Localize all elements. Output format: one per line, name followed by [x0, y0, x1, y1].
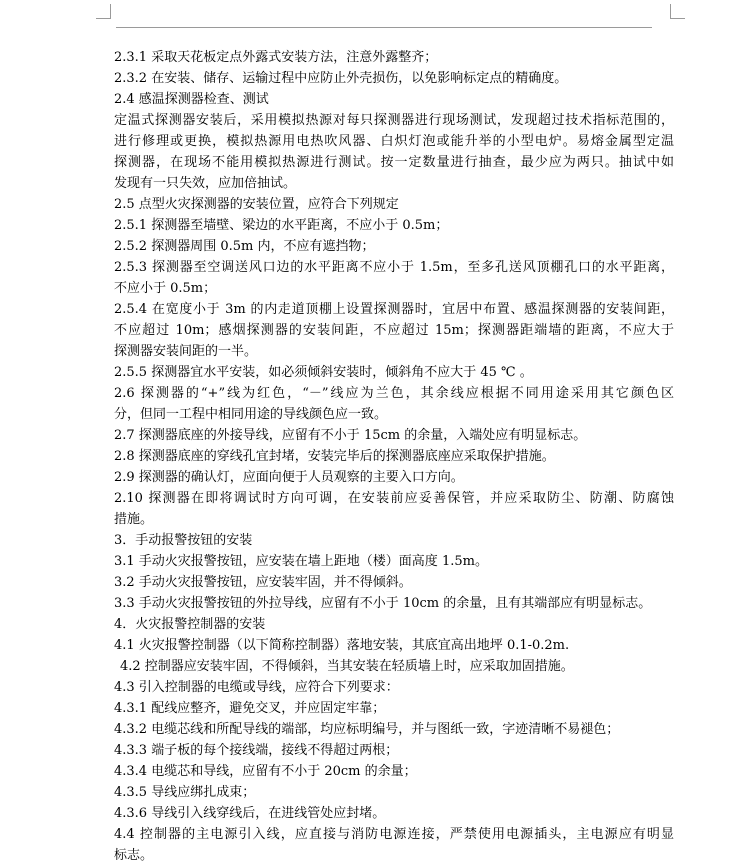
- text-line: 3.1 手动火灾报警按钮，应安装在墙上距地（楼）面高度 1.5m。: [114, 554, 488, 569]
- text-line: 4.3 引入控制器的电缆或导线，应符合下列要求：: [114, 680, 399, 695]
- text-line: 4.3.4 电缆芯和导线，应留有不小于 20cm 的余量；: [114, 764, 417, 779]
- header-rule: [116, 27, 652, 28]
- text-line: 进行修理或更换，模拟热源用电热吹风器、白炽灯泡或能升举的小型电炉。易熔金属型定温: [114, 134, 674, 149]
- text-line: 不应小于 0.5m；: [114, 281, 217, 296]
- text-line: 2.4 感温探测器检查、测试: [114, 92, 269, 107]
- text-line: 分，但同一工程中相同用途的导线颜色应一致。: [114, 407, 388, 422]
- document-body: [114, 47, 674, 866]
- text-line: 4.3.3 端子板的每个接线端，接线不得超过两根；: [114, 743, 399, 758]
- page-corner-mark-top-left: [96, 4, 111, 19]
- text-line: 不应超过 10m；感烟探测器的安装间距，不应超过 15m；探测器距端墙的距离，不应大于: [114, 323, 674, 338]
- text-line: 2.9 探测器的确认灯，应面向便于人员观察的主要入口方向。: [114, 470, 464, 485]
- text-line: 4.3.2 电缆芯线和所配导线的端部，均应标明编号，并与图纸一致，字迹清晰不易褪色；: [114, 722, 620, 737]
- text-line: 探测器，在现场不能用模拟热源进行测试。按一定数量进行抽查，最少应为两只。抽试中如: [114, 155, 674, 170]
- text-line: 3.2 手动火灾报警按钮，应安装牢固，并不得倾斜。: [114, 575, 412, 590]
- text-line: 4.4 控制器的主电源引入线，应直接与消防电源连接，严禁使用电源插头，主电源应有明显: [114, 827, 674, 842]
- text-line: 2.3.2 在安装、储存、运输过程中应防止外壳损伤，以免影响标定点的精确度。: [114, 71, 568, 86]
- text-line: 2.7 探测器底座的外接导线，应留有不小于 15cm 的余量，入端处应有明显标志。: [114, 428, 587, 443]
- text-line: 发现有一只失效，应加倍抽试。: [114, 176, 297, 191]
- text-line: 标志。: [114, 848, 154, 863]
- page-corner-mark-top-right: [670, 4, 685, 19]
- text-line: 2.5.3 探测器至空调送风口边的水平距离不应小于 1.5m，至多孔送风顶棚孔口的水平距离，: [114, 260, 674, 275]
- text-line: 2.5.2 探测器周围 0.5m 内，不应有遮挡物；: [114, 239, 375, 254]
- text-line: 3.3 手动火灾报警按钮的外拉导线，应留有不小于 10cm 的余量，且有其端部应有明显标志。: [114, 596, 652, 611]
- text-line: 2.10 探测器在即将调试时方向可调，在安装前应妥善保管，并应采取防尘、防潮、防腐蚀: [114, 491, 674, 506]
- text-line: 4．火灾报警控制器的安装: [114, 617, 266, 632]
- text-line: 2.5.1 探测器至墙壁、梁边的水平距离，不应小于 0.5m；: [114, 218, 449, 233]
- text-line: 2.5.4 在宽度小于 3m 的内走道顶棚上设置探测器时，宜居中布置、感温探测器的安装间距，: [114, 302, 674, 317]
- text-line: 2.6 探测器的“+”线为红色，“－”线应为兰色，其余线应根据不同用途采用其它颜色区: [114, 386, 674, 401]
- text-line: 2.5.5 探测器宜水平安装，如必须倾斜安装时，倾斜角不应大于 45 ℃ 。: [114, 365, 533, 380]
- text-line: 4.3.5 导线应绑扎成束；: [114, 785, 256, 800]
- text-line: 4.2 控制器应安装牢固，不得倾斜，当其安装在轻质墙上时，应采取加固措施。: [120, 659, 574, 674]
- text-line: 4.1 火灾报警控制器（以下简称控制器）落地安装，其底宜高出地坪 0.1-0.2m.: [114, 638, 570, 653]
- text-line: 4.3.1 配线应整齐，避免交叉，并应固定牢靠；: [114, 701, 386, 716]
- text-line: 定温式探测器安装后，采用模拟热源对每只探测器进行现场测试，发现超过技术指标范围的，: [114, 113, 674, 128]
- text-line: 2.8 探测器底座的穿线孔宜封堵，安装完毕后的探测器底座应采取保护措施。: [114, 449, 555, 464]
- text-line: 2.5 点型火灾探测器的安装位置，应符合下列规定: [114, 197, 399, 212]
- text-line: 2.3.1 采取天花板定点外露式安装方法，注意外露整齐；: [114, 50, 438, 65]
- text-line: 探测器安装间距的一半。: [114, 344, 258, 359]
- text-line: 措施。: [114, 512, 154, 527]
- text-line: 4.3.6 导线引入线穿线后，在进线管处应封堵。: [114, 806, 386, 821]
- text-line: 3．手动报警按钮的安装: [114, 533, 253, 548]
